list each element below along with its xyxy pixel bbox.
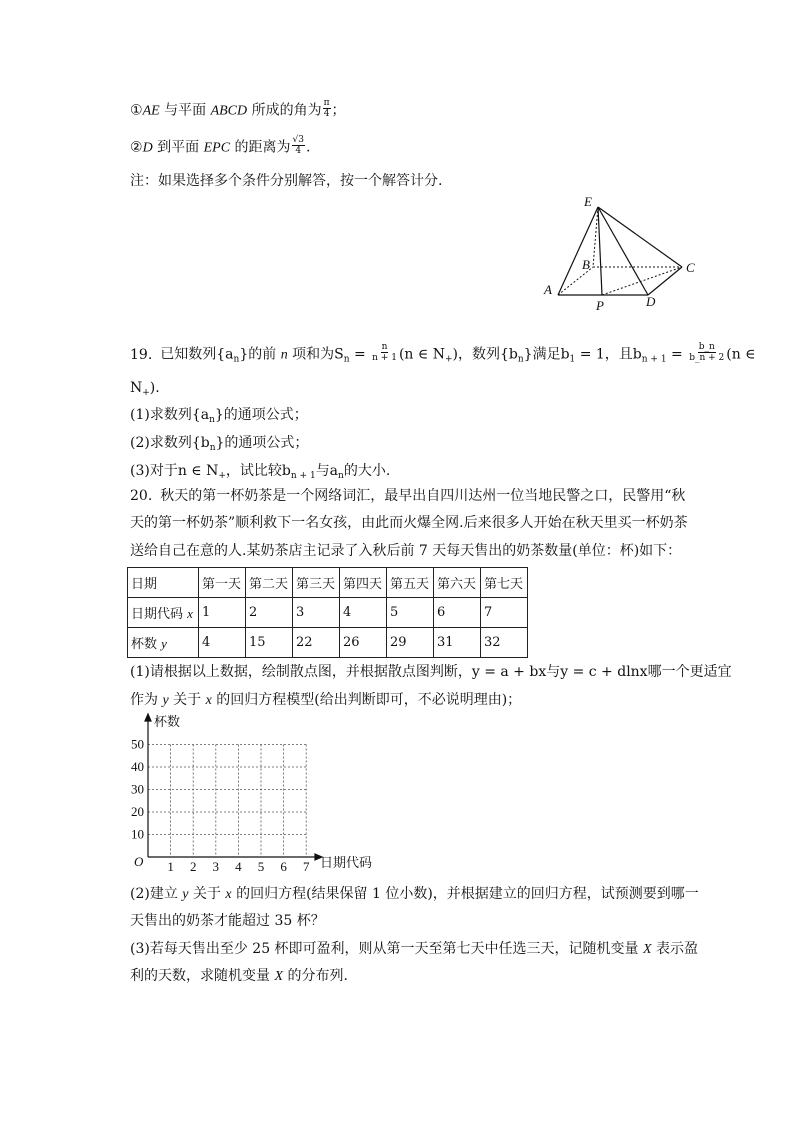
x-tick-label: 5 [257, 859, 265, 872]
condition-1-fraction: $\frac{\pi}{4}$ [323, 98, 330, 119]
condition-1-text: 与平面 [159, 102, 211, 119]
x-tick-label: 1 [167, 859, 174, 872]
formula-linear: y = a + bx [471, 664, 547, 680]
condition-2-plane: EPC [203, 140, 231, 156]
q20-part-3-line-1: (3)若每天售出至少 25 杯即可盈利，则从第一天至第七天中任选三天，记随机变量 X 表示盈 [130, 941, 699, 957]
label-B: B [582, 257, 590, 272]
table-cell: 第四天 [340, 568, 387, 598]
y-tick-label: 30 [131, 781, 144, 797]
q20-number: 20. [130, 488, 153, 504]
table-cell: 32 [481, 628, 528, 658]
table-cell: 29 [387, 628, 434, 658]
table-cell: 第三天 [293, 568, 340, 598]
y-tick-label: 20 [131, 804, 144, 819]
table-cell: 4 [340, 598, 387, 628]
x-tick-label: 7 [302, 859, 310, 872]
x-tick-label: 3 [212, 859, 220, 872]
condition-2-point: D [142, 140, 153, 156]
table-cell: 1 [199, 598, 246, 628]
q20-part-1-line-1: (1)请根据以上数据，绘制散点图，并根据散点图判断，y = a + bx与y = c + dlnx哪一个更适宜 [130, 664, 732, 680]
table-cell-label: 日期代码 x [128, 598, 199, 628]
q20-intro-line-3: 送给自己在意的人.某奶茶店主记录了入秋后前 7 天每天售出的奶茶数量(单位：杯)如下： [130, 543, 682, 559]
y-tick-label: 50 [131, 736, 144, 752]
q20-part-3-line-2: 利的天数，求随机变量 X 的分布列. [130, 968, 348, 984]
edge-EA [558, 207, 598, 295]
q20-intro-line-1: 20. 秋天的第一杯奶茶是一个网络词汇，最早出自四川达州一位当地民警之口，民警用“秋 [130, 488, 686, 504]
x-tick-label: 2 [189, 859, 197, 872]
condition-1: ①AE 与平面 ABCD 所成的角为 $\frac{\pi}{4}$ ； [130, 98, 346, 119]
q19-part-3: (3)对于n ∈ $N_+$，试比较$b_{n + 1}$与$a_n$的大小. [130, 463, 391, 481]
note: 注：如果选择多个条件分别解答，按一个解答计分. [130, 173, 443, 189]
label-P: P [596, 298, 604, 313]
x-tick-label: 4 [235, 859, 242, 872]
table-cell: 26 [340, 628, 387, 658]
table-cell: 4 [199, 628, 246, 658]
y-axis-arrow [145, 714, 151, 721]
y-tick-label: 40 [131, 759, 144, 774]
table-cell: 7 [481, 598, 528, 628]
table-cell: 22 [293, 628, 340, 658]
x-axis-label: 日期代码 [320, 856, 373, 871]
edge-DC [648, 267, 682, 295]
label-E: E [584, 194, 592, 209]
table-cell: 第六天 [434, 568, 481, 598]
q20-part-2-line-2: 天售出的奶茶才能超过 35 杯？ [130, 913, 325, 929]
table-cell: 31 [434, 628, 481, 658]
table-cell: 2 [246, 598, 293, 628]
condition-2-marker: ② [130, 139, 143, 156]
q19-number: 19. [130, 346, 153, 363]
x-tick-label: 6 [280, 859, 287, 872]
q20-part-1-line-2: 作为 y 关于 x 的回归方程模型(给出判断即可，不必说明理由)； [130, 692, 522, 708]
q19-fraction-sn: $\frac{n}{n + 1}$ [372, 342, 397, 363]
table-cell: 第一天 [199, 568, 246, 598]
table-cell: 6 [434, 598, 481, 628]
q20-intro-line-2: 天的第一杯奶茶”顺利救下一名女孩，由此而火爆全网.后来很多人开始在秋天里买一杯奶茶 [130, 515, 688, 531]
condition-1-plane: ABCD [210, 103, 248, 119]
table-row-header [128, 568, 528, 598]
condition-1-marker: ① [130, 102, 143, 119]
edge-PC [602, 267, 682, 295]
table-cell-label: 杯数 y [128, 628, 199, 658]
q19-line-1: 19. 已知数列$\{a_n\}$的前 n 项和为$S_n$ = $\frac{n}{n + 1}$ (n ∈ $N_+$)，数列$\{b_n\}$满足$b_1 = 1$，且$b_{n + 1}$ = $\frac{b\_n}{b\_n + 2}$ (n ∈ [130, 342, 756, 365]
table-cell: 3 [293, 598, 340, 628]
q20-part-2-line-1: (2)建立 y 关于 x 的回归方程(结果保留 1 位小数)，并根据建立的回归方程，试预测要到哪一 [130, 886, 699, 902]
edge-EC [598, 207, 682, 267]
condition-2: ②D 到平面 EPC 的距离为 $\frac{√3}{4}$ . [130, 135, 311, 156]
q19-part-2: (2)求数列$\{b_n\}$的通项公式； [130, 435, 309, 453]
label-C: C [686, 260, 695, 275]
table-row-y [128, 628, 528, 658]
edge-EP [598, 207, 602, 295]
table-cell: 第二天 [246, 568, 293, 598]
table-row-x [128, 598, 528, 628]
pyramid-figure [540, 192, 710, 317]
formula-log: y = c + dlnx [560, 664, 648, 680]
origin-label: O [134, 854, 144, 869]
table-cell: 15 [246, 628, 293, 658]
label-A: A [544, 282, 552, 297]
q19-fraction-bn: $\frac{b\_n}{b\_n + 2}$ [689, 342, 725, 363]
table-cell: 第七天 [481, 568, 528, 598]
condition-1-text2: 所成的角为 [247, 102, 322, 119]
label-D: D [646, 294, 656, 309]
table-cell: 日期 [128, 568, 199, 598]
q19-part-1: (1)求数列$\{a_n\}$的通项公式； [130, 407, 308, 425]
condition-2-fraction: $\frac{√3}{4}$ [292, 135, 304, 156]
q19-line-2: $N_+$). [130, 380, 160, 398]
scatter-grid [120, 712, 390, 872]
data-table [127, 567, 528, 658]
table-cell: 5 [387, 598, 434, 628]
condition-1-line: AE [142, 103, 160, 119]
table-cell: 第五天 [387, 568, 434, 598]
y-axis-label: 杯数 [154, 715, 181, 730]
y-tick-label: 10 [131, 826, 144, 842]
